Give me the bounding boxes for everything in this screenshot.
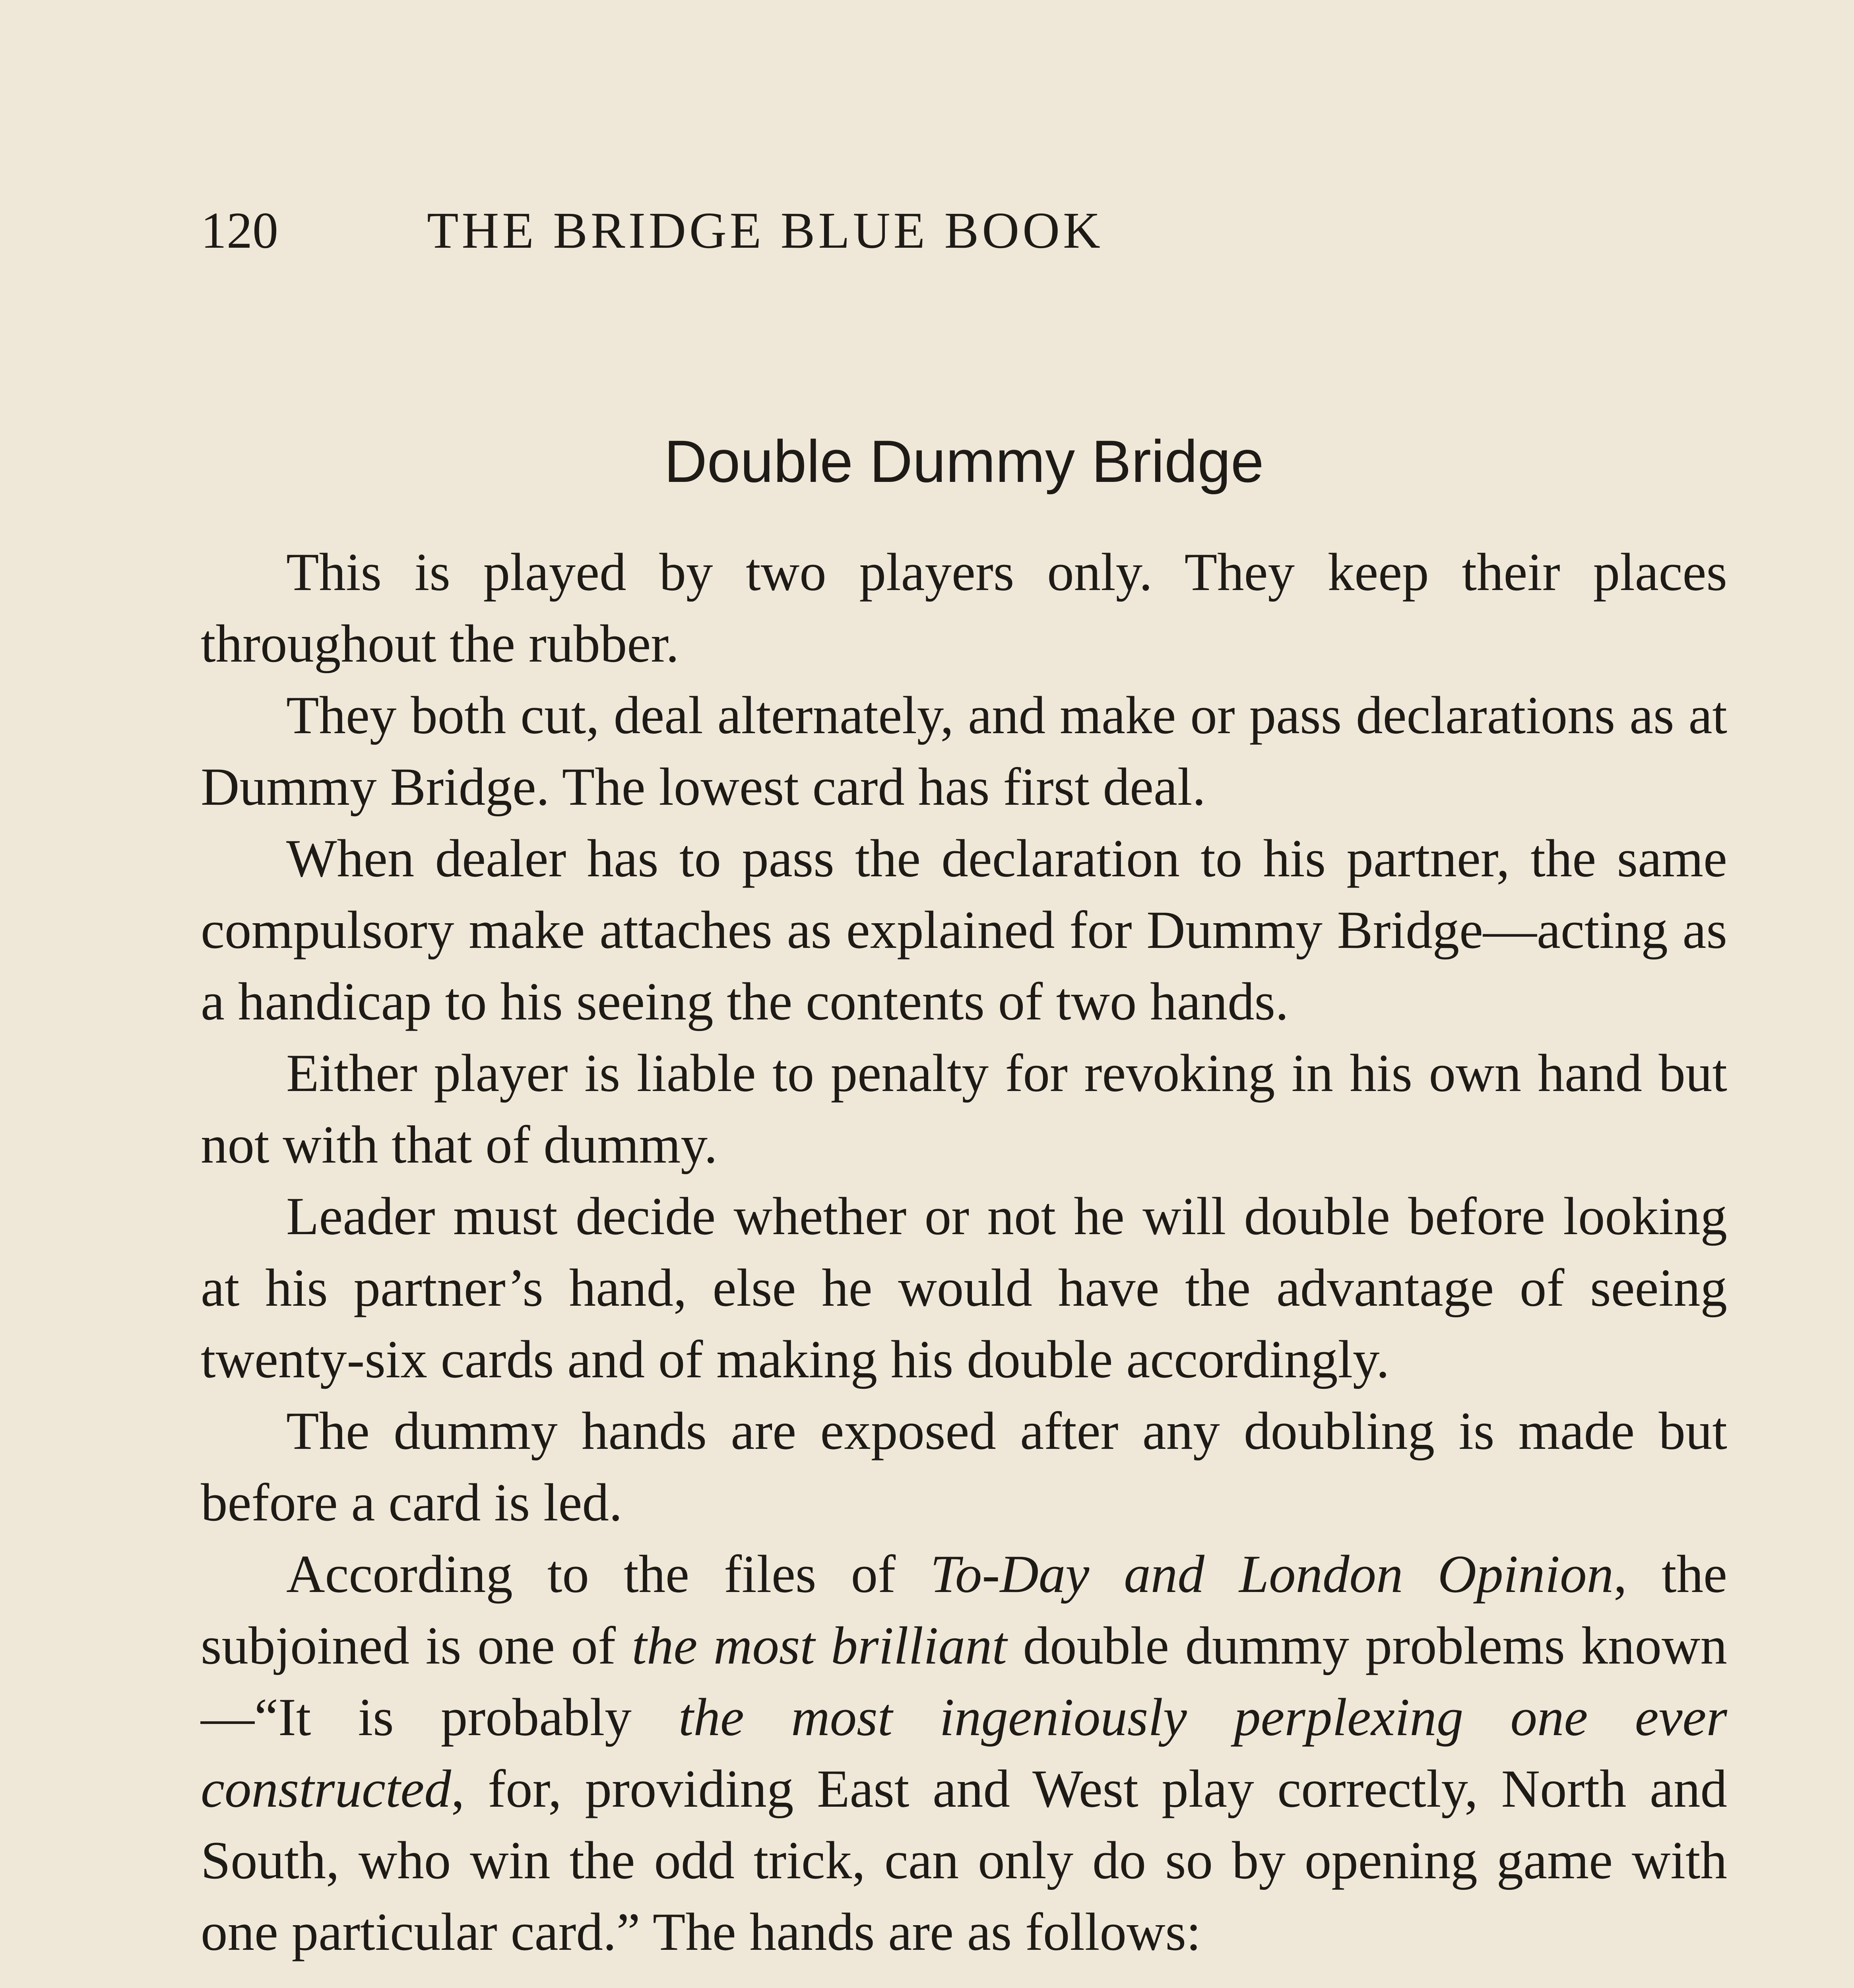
text-span: , for, providing East and West play correctly, North and South, who win the odd trick, can only do so by opening game with one particular card.” The hands are as follows: <box>201 1759 1727 1962</box>
section-title: Double Dummy Bridge <box>664 428 1264 495</box>
text-span: They both cut, deal alternately, and make or pass declarations as at Dummy Bridge. The lowest card has first deal. <box>201 686 1727 817</box>
paragraph <box>201 1181 1727 1396</box>
paragraph <box>201 1038 1727 1181</box>
paragraph <box>201 1396 1727 1539</box>
text-span: This is played by two players only. They keep their places throughout the rubber. <box>201 543 1727 674</box>
body-text <box>201 537 1727 1968</box>
paragraph <box>201 680 1727 823</box>
text-span: double dummy problems known—“It is probably <box>201 1616 1727 1747</box>
text-span: When dealer has to pass the declaration to his partner, the same compulsory make attaches as explained for Dummy Bridge—acting as a handicap to his seeing the contents of two hands. <box>201 829 1727 1031</box>
italic-text: the most brilliant <box>632 1616 1007 1675</box>
text-span: Leader must decide whether or not he will double before looking at his partner’s hand, else he would have the advantage of seeing twenty-six cards and of making his double accordingly. <box>201 1187 1727 1389</box>
text-span: According to the files of <box>286 1545 931 1604</box>
page-number: 120 <box>201 202 278 259</box>
text-span: , the subjoined is one of <box>201 1545 1727 1675</box>
text-span: The dummy hands are exposed after any doubling is made but before a card is led. <box>201 1402 1727 1532</box>
paragraph <box>201 823 1727 1038</box>
text-span: Either player is liable to penalty for revoking in his own hand but not with that of dummy. <box>201 1044 1727 1175</box>
running-head: THE BRIDGE BLUE BOOK <box>427 202 1103 259</box>
italic-text: To-Day and London Opinion <box>930 1545 1614 1604</box>
italic-text: the most ingeniously perplexing one ever constructed <box>201 1688 1727 1819</box>
paragraph <box>201 537 1727 680</box>
page-header <box>201 201 1330 260</box>
paragraph <box>201 1539 1727 1968</box>
